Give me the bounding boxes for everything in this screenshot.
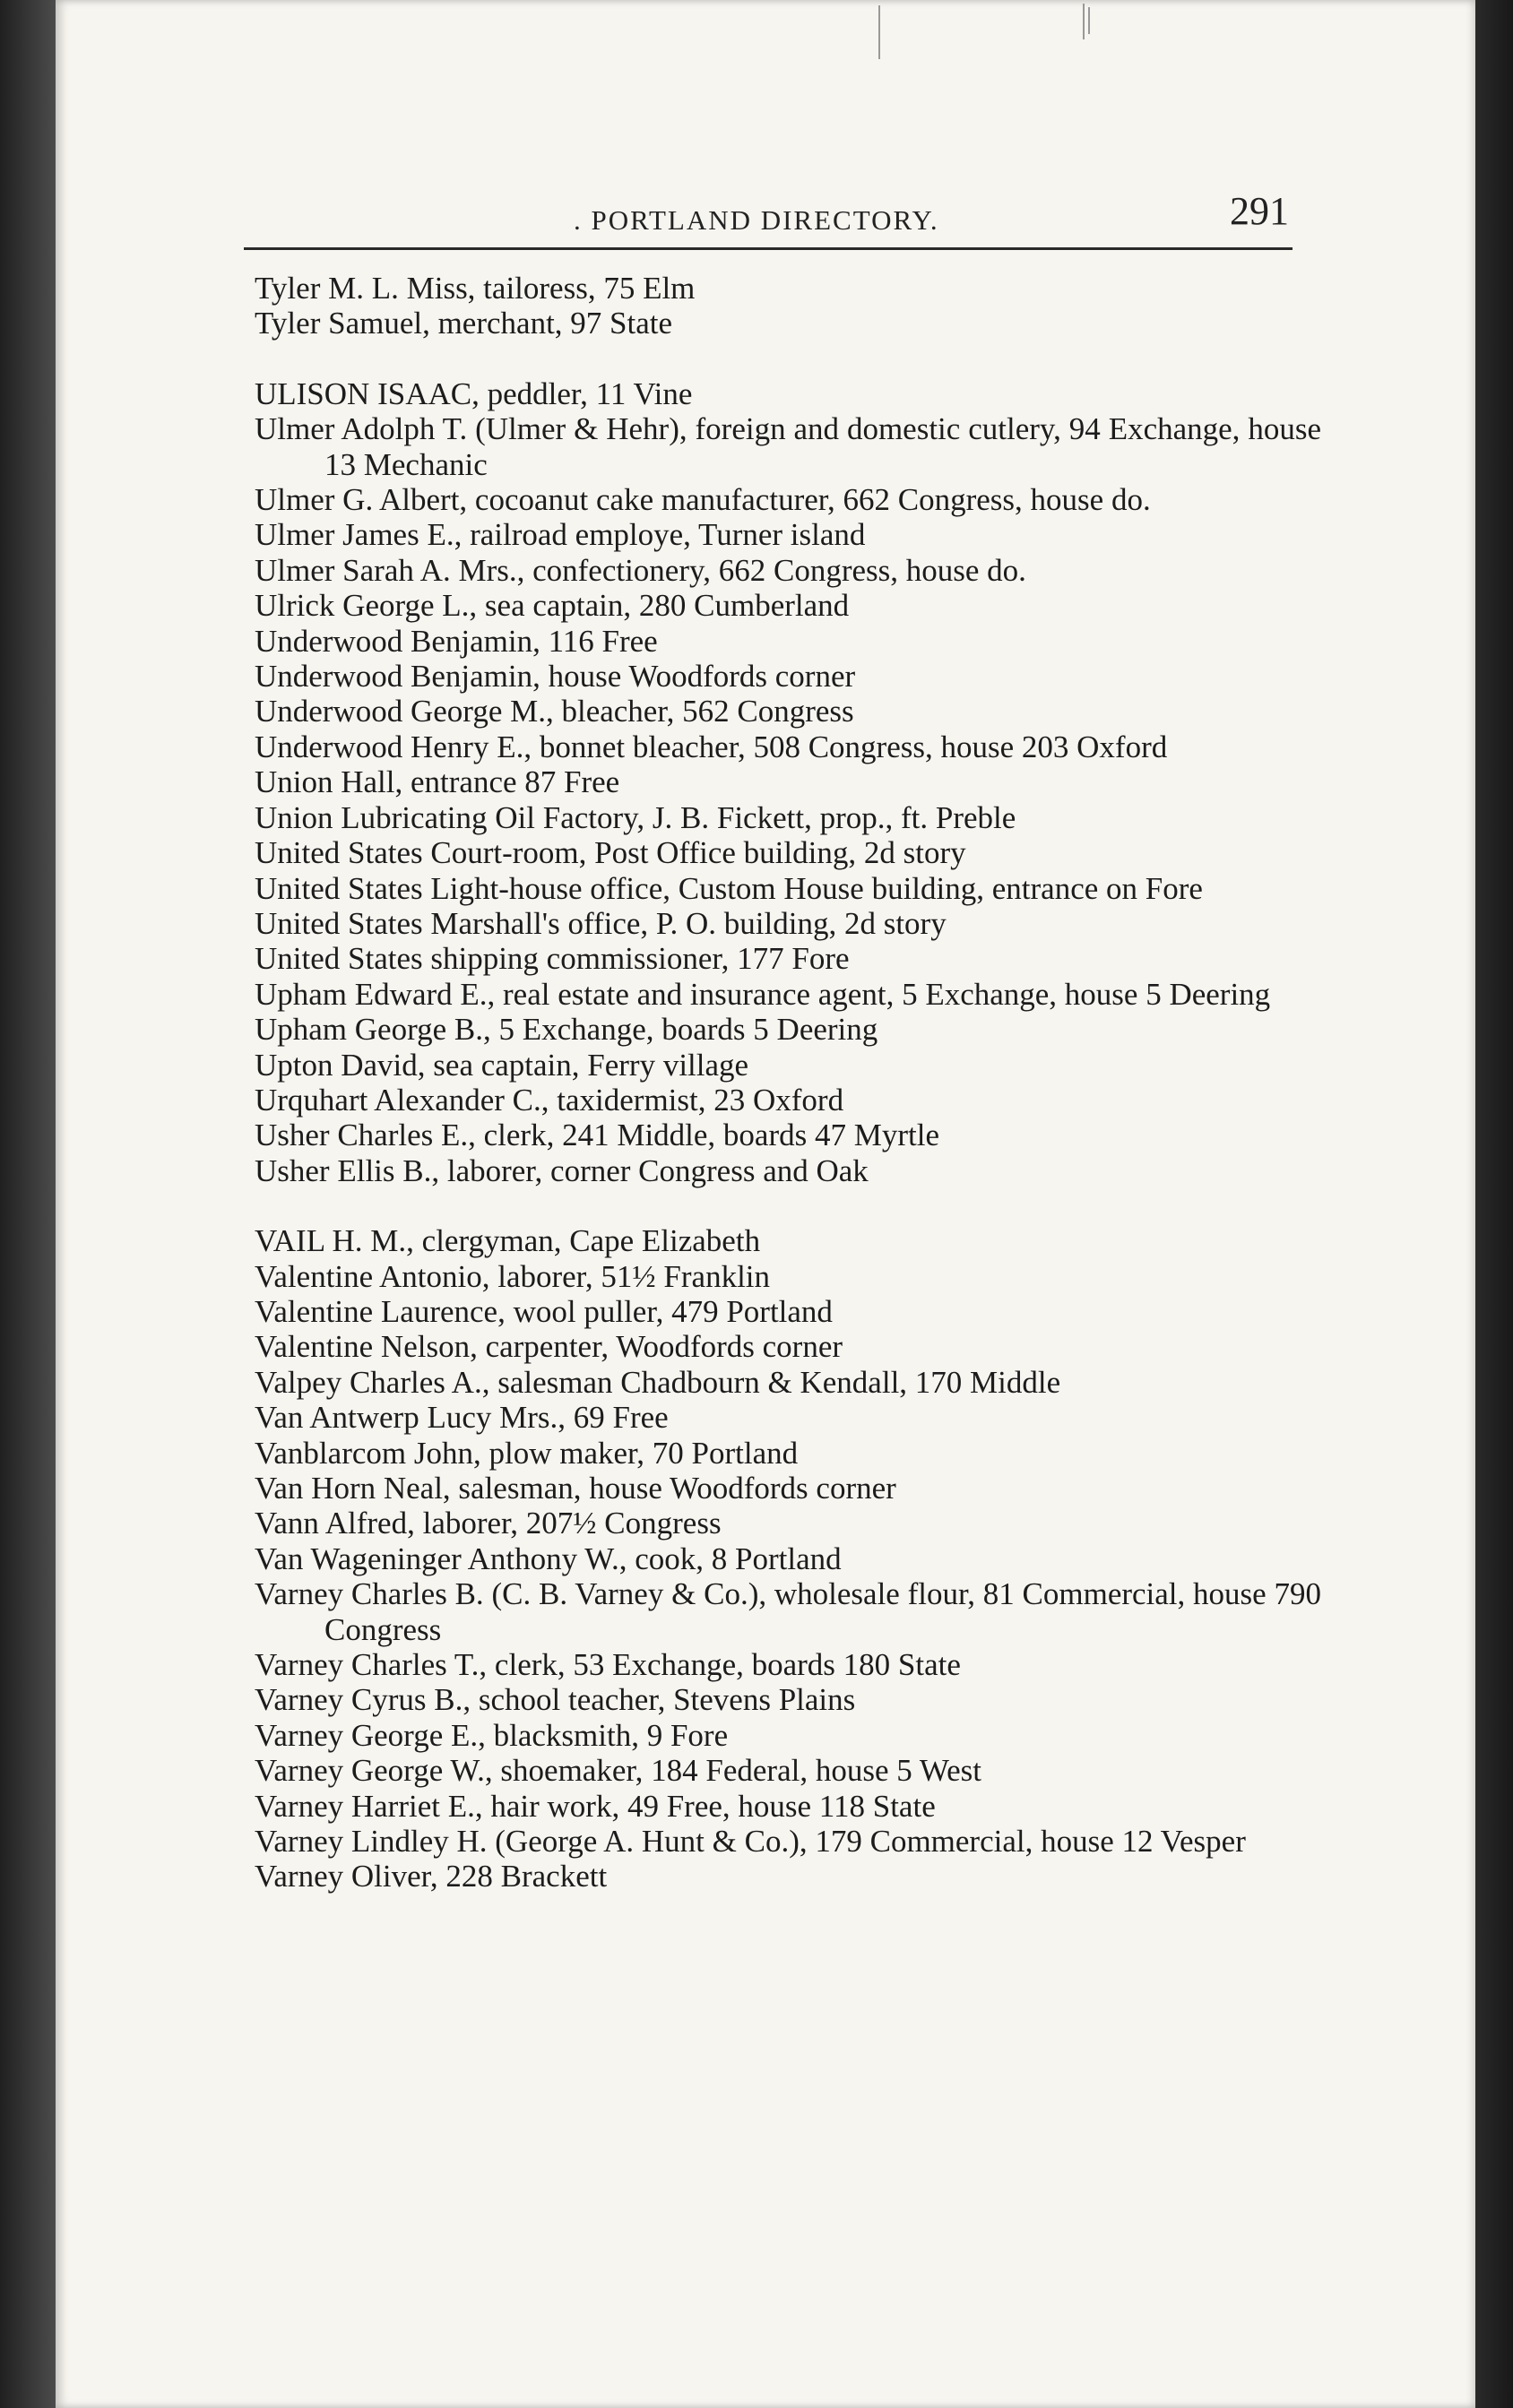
directory-entry: Vann Alfred, laborer, 207½ Congress [255,1506,722,1541]
directory-entry: Varney Harriet E., hair work, 49 Free, house 118 State [255,1788,936,1824]
directory-entry: Tyler M. L. Miss, tailoress, 75 Elm [255,271,696,306]
directory-entry: Van Antwerp Lucy Mrs., 69 Free [255,1400,669,1436]
directory-entry: Underwood Henry E., bonnet bleacher, 508 Congress, house 203 Oxford [255,729,1168,764]
running-title: . PORTLAND DIRECTORY. [574,204,939,236]
directory-entry: Upton David, sea captain, Ferry village [255,1047,749,1083]
directory-entry: Varney Cyrus B., school teacher, Stevens Plains [255,1682,856,1718]
directory-entry: Varney George E., blacksmith, 9 Fore [255,1717,729,1753]
directory-entry: Underwood Benjamin, 116 Free [255,623,658,659]
directory-entry: Union Hall, entrance 87 Free [255,764,620,800]
page-number: 291 [1230,189,1289,233]
directory-entry: Van Wageninger Anthony W., cook, 8 Portland [255,1541,842,1576]
directory-entry: United States Marshall's office, P. O. building, 2d story [255,905,947,941]
scan-border-left [0,0,56,2408]
directory-entry: Tyler Samuel, merchant, 97 State [255,306,673,341]
directory-entry: Underwood Benjamin, house Woodfords corner [255,659,856,695]
directory-entry: United States Light-house office, Custom House building, entrance on Fore [255,870,1203,906]
directory-entry: Vanblarcom John, plow maker, 70 Portland [255,1435,799,1471]
directory-entry: Van Horn Neal, salesman, house Woodfords corner [255,1471,896,1506]
directory-entry: Ulmer James E., railroad employe, Turner island [255,517,866,553]
directory-entry: Varney Lindley H. (George A. Hunt & Co.), 179 Commercial, house 12 Vesper [255,1824,1246,1860]
directory-entry: VAIL H. M., clergyman, Cape Elizabeth [255,1223,761,1259]
directory-entry: Usher Charles E., clerk, 241 Middle, boards 47 Myrtle [255,1118,940,1153]
section-gap [255,1188,1321,1223]
directory-entry: ULISON ISAAC, peddler, 11 Vine [255,375,693,411]
directory-entry: Ulmer Sarah A. Mrs., confectionery, 662 Congress, house do. [255,552,1026,588]
directory-entry: Varney Charles T., clerk, 53 Exchange, boards 180 State [255,1647,961,1683]
section-gap [255,341,1321,376]
scan-artifact [878,5,880,59]
directory-entry: Union Lubricating Oil Factory, J. B. Fickett, prop., ft. Preble [255,799,1016,835]
page-header [244,185,1293,250]
directory-entry: Varney Oliver, 228 Brackett [255,1859,608,1894]
directory-entry: Ulrick George L., sea captain, 280 Cumberland [255,588,850,624]
directory-entry: Usher Ellis B., laborer, corner Congress and Oak [255,1152,869,1188]
scan-artifact [1083,4,1085,39]
directory-entry: Valentine Laurence, wool puller, 479 Portland [255,1293,833,1329]
scan-artifact [1088,7,1090,34]
scan-border-right [1475,0,1513,2408]
directory-entry: Ulmer Adolph T. (Ulmer & Hehr), foreign and domestic cutlery, 94 Exchange, house 13 Mechanic [255,411,1321,482]
directory-entry: United States shipping commissioner, 177 Fore [255,941,850,977]
directory-entry: Underwood George M., bleacher, 562 Congress [255,694,854,729]
directory-page [56,0,1475,2408]
directory-entry: Valpey Charles A., salesman Chadbourn & Kendall, 170 Middle [255,1364,1061,1400]
directory-entry: Upham Edward E., real estate and insurance agent, 5 Exchange, house 5 Deering [255,976,1271,1012]
directory-entry: Urquhart Alexander C., taxidermist, 23 Oxford [255,1082,844,1118]
directory-entry: Valentine Antonio, laborer, 51½ Franklin [255,1258,771,1294]
directory-entry: Ulmer G. Albert, cocoanut cake manufacturer, 662 Congress, house do. [255,482,1151,518]
directory-entry: Varney Charles B. (C. B. Varney & Co.), wholesale flour, 81 Commercial, house 790 Congress [255,1576,1321,1647]
directory-entry: Valentine Nelson, carpenter, Woodfords corner [255,1329,843,1365]
directory-entry: Varney George W., shoemaker, 184 Federal, house 5 West [255,1753,981,1789]
directory-entries [255,271,1321,1894]
directory-entry: Upham George B., 5 Exchange, boards 5 Deering [255,1012,878,1048]
directory-entry: United States Court-room, Post Office building, 2d story [255,835,966,871]
